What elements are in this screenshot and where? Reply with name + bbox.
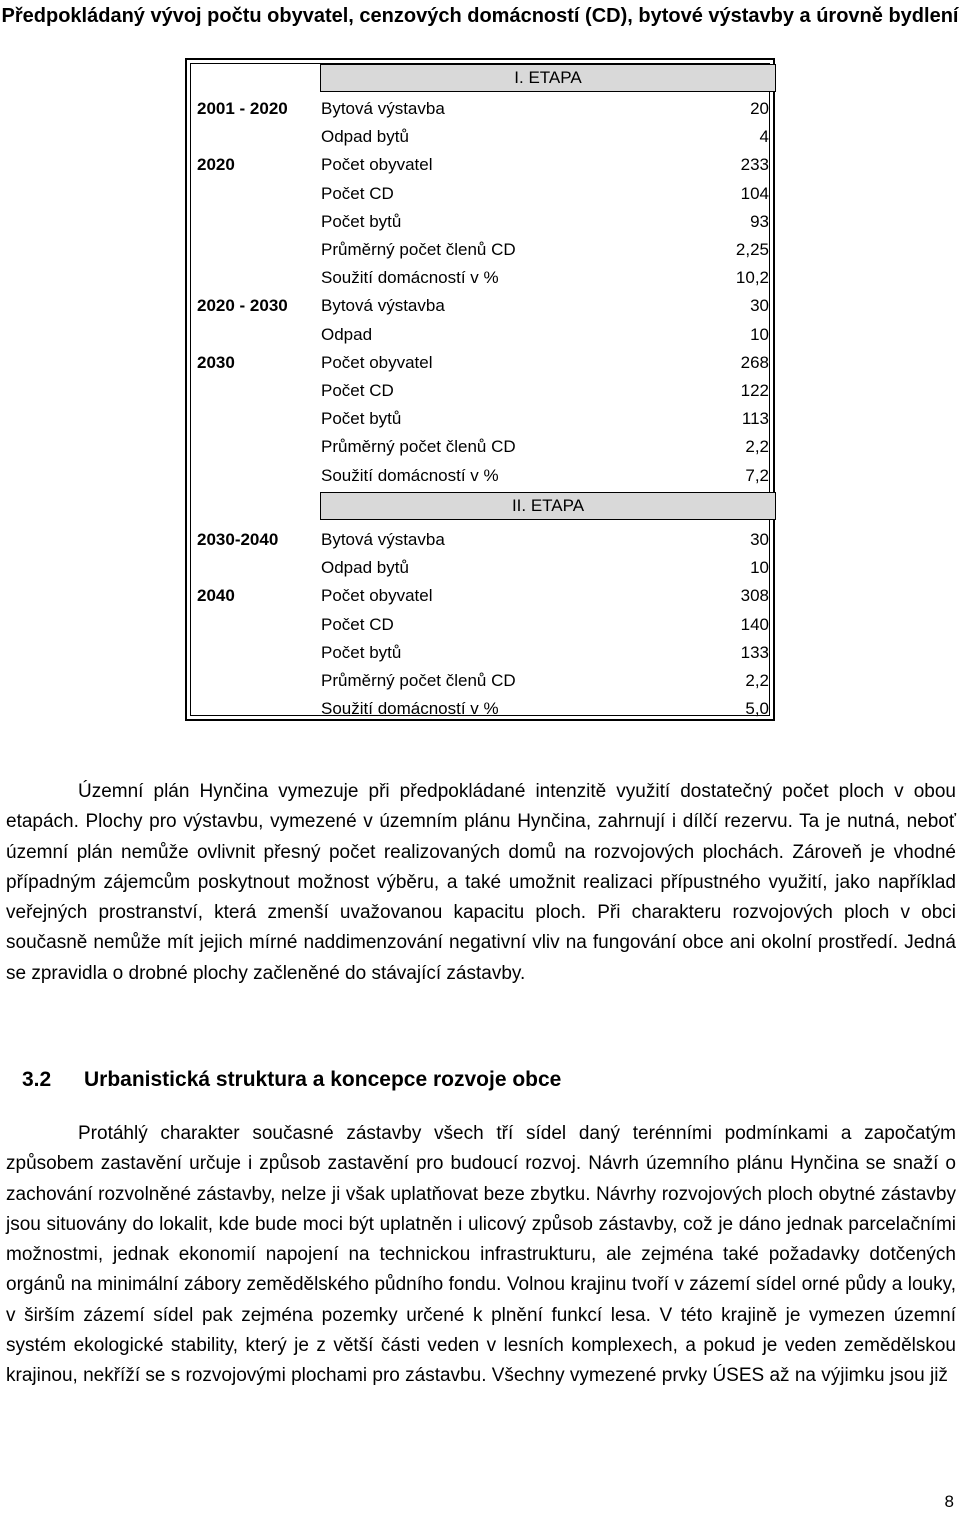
population-table	[185, 58, 775, 721]
row-label: Počet CD	[321, 614, 394, 634]
section-number: 3.2	[22, 1068, 52, 1091]
row-value: 20	[750, 99, 769, 118]
row-value: 10,2	[735, 268, 769, 288]
row-label: Soužití domácností v %	[321, 465, 499, 485]
row-label: Průměrný počet členů CD	[321, 240, 516, 259]
row-label: Počet obyvatel	[321, 352, 433, 372]
table-row	[191, 526, 775, 554]
row-year: 2040	[197, 586, 235, 606]
table-row	[191, 582, 775, 610]
stage-1-header: I. ETAPA	[320, 64, 776, 92]
section-title: Urbanistická struktura a koncepce rozvoje obce	[84, 1068, 562, 1091]
row-value: 308	[740, 586, 769, 606]
table-row	[191, 180, 775, 208]
row-value: 10	[750, 558, 769, 578]
table-row	[191, 236, 775, 264]
row-label: Počet CD	[321, 381, 394, 400]
table-row	[191, 321, 775, 349]
table-row	[191, 695, 775, 723]
row-label: Bytová výstavba	[321, 296, 445, 316]
table-row	[191, 639, 775, 667]
table-row	[191, 349, 775, 377]
row-value: 2,2	[745, 671, 769, 690]
row-label: Soužití domácností v %	[321, 699, 499, 719]
stage-2-header: II. ETAPA	[320, 492, 776, 520]
row-value: 2,25	[735, 240, 769, 259]
row-value: 140	[740, 614, 769, 634]
row-label: Počet CD	[321, 183, 394, 203]
table-row	[191, 462, 775, 490]
row-value: 2,2	[745, 437, 769, 457]
row-label: Odpad bytů	[321, 127, 409, 147]
row-label: Odpad bytů	[321, 558, 409, 578]
table-row	[191, 95, 775, 123]
page-number: 8	[944, 1492, 954, 1511]
row-label: Bytová výstavba	[321, 530, 445, 549]
row-label: Počet obyvatel	[321, 586, 433, 606]
row-value: 30	[750, 296, 769, 316]
table-inner-frame	[190, 63, 770, 719]
table-row	[191, 433, 775, 461]
paragraph-urban-structure: Protáhlý charakter současné zástavby všech tří sídel daný terénními podmínkami a započatým způsobem zastavění určuje i způsob zastavění pro budoucí rozvoj. Návrh územního plánu Hynčina se snaží o zachování rozvolněné zástavby, nelze ji však uplatňovat beze zbytku. Návrhy rozvojových ploch obytné zástavby jsou situovány do lokalit, kde bude moci být uplatněn i ulicový způsob zástavby, což je dáno jednak parcelačními možnostmi, jednak ekonomií napojení na technickou infrastrukturu, ale zejména také požadavky dotčených orgánů na minimální zábory zemědělského půdního fondu. Volnou krajinu tvoří v zázemí sídel orné půdy a louky, v širším zázemí sídel pak zejména pozemky určené k plnění funkcí lesa. V této krajině je vymezen územní systém ekologické stability, který je z větší části veden v lesních komplexech, a pokud je veden zemědělskou krajinou, nekříží se s rozvojovými plochami pro zástavbu. Všechny vymezené prvky ÚSES až na výjimku jsou již	[6, 1123, 956, 1386]
row-value: 93	[750, 211, 769, 231]
table-row	[191, 667, 775, 695]
row-value: 7,2	[745, 465, 769, 485]
table-row	[191, 123, 775, 151]
row-value: 113	[741, 409, 769, 429]
table-row	[191, 292, 775, 320]
section-heading	[22, 1064, 561, 1096]
table-row	[191, 554, 775, 582]
row-label: Průměrný počet členů CD	[321, 671, 516, 690]
row-label: Soužití domácností v %	[321, 268, 499, 288]
row-year: 2020	[197, 155, 235, 175]
row-year: 2020 - 2030	[197, 296, 288, 316]
row-value: 122	[740, 381, 769, 400]
row-label: Počet obyvatel	[321, 155, 433, 175]
row-value: 4	[759, 127, 769, 147]
row-label: Počet bytů	[321, 211, 402, 231]
table-row	[191, 151, 775, 179]
row-value: 5,0	[745, 699, 769, 719]
row-value: 133	[740, 642, 769, 662]
paragraph-capacity: Územní plán Hynčina vymezuje při předpokládané intenzitě využití dostatečný počet ploch v obou etapách. Plochy pro výstavbu, vymezené v územním plánu Hynčina, zahrnují i dílčí rezervu. Ta je nutná, neboť územní plán nemůže ovlivnit přesný počet realizovaných domů na rozvojových plochách. Zároveň je vhodné případným zájemcům poskytnout možnost výběru, a také umožnit realizaci přípustného využití, jako například veřejných prostranství, která zmenší uvažovanou kapacitu ploch. Při charakteru rozvojových ploch v obci současně nemůže mít jejich mírné naddimenzování negativní vliv na fungování obce ani okolní prostředí. Jedná se zpravidla o drobné plochy začleněné do stávající zástavby.	[6, 781, 956, 984]
row-year: 2030-2040	[197, 530, 279, 549]
row-label: Počet bytů	[321, 642, 402, 662]
table-row	[191, 405, 775, 433]
row-year: 2001 - 2020	[197, 99, 288, 118]
row-value: 104	[740, 183, 769, 203]
row-label: Průměrný počet členů CD	[321, 437, 516, 457]
row-label: Odpad	[321, 324, 373, 344]
row-value: 233	[740, 155, 769, 175]
table-row	[191, 611, 775, 639]
table-row	[191, 264, 775, 292]
row-value: 30	[750, 530, 769, 549]
table-row	[191, 208, 775, 236]
document-title: Předpokládaný vývoj počtu obyvatel, cenzových domácností (CD), bytové výstavby a úrovně bydlení	[1, 5, 959, 27]
row-value: 268	[740, 352, 769, 372]
row-label: Bytová výstavba	[321, 99, 445, 118]
row-year: 2030	[197, 352, 235, 372]
table-row	[191, 377, 775, 405]
row-value: 10	[750, 324, 769, 344]
row-label: Počet bytů	[321, 409, 402, 429]
